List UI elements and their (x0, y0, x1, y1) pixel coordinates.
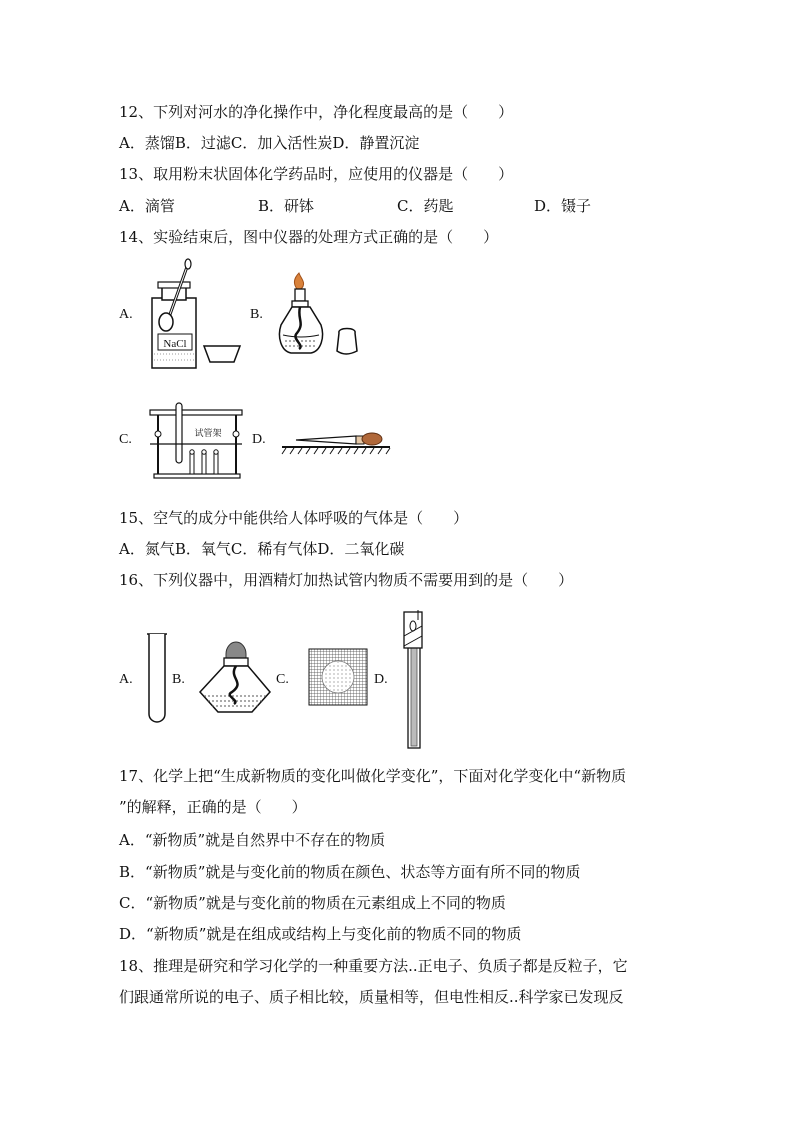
test-tube-illustration (145, 632, 169, 724)
q14-label-a: A. (119, 307, 133, 322)
q13-stem: 13、取用粉末状固体化学药品时，应使用的仪器是（ ） (119, 165, 514, 183)
q16-stem: 16、下列仪器中，用酒精灯加热试管内物质不需要用到的是（ ） (119, 571, 574, 589)
q18-stem-line1: 18、推理是研究和学习化学的一种重要方法..正电子、负质子都是反粒子，它 (119, 957, 628, 975)
q14-stem: 14、实验结束后，图中仪器的处理方式正确的是（ ） (119, 228, 499, 246)
q12-options: A．蒸馏B．过滤C．加入活性炭D．静置沉淀 (119, 134, 420, 152)
q16-label-a: A. (119, 672, 133, 687)
q16-label-b: B. (172, 672, 185, 687)
q16-label-d: D. (374, 672, 388, 687)
q13-option-b: B．研钵 (258, 197, 315, 215)
q17-option-d: D．“新物质”就是在组成或结构上与变化前的物质不同的物质 (119, 925, 522, 943)
q17-option-b: B．“新物质”就是与变化前的物质在颜色、状态等方面有所不同的物质 (119, 863, 581, 881)
q13-option-d: D．镊子 (534, 197, 592, 215)
q17-option-a: A．“新物质”就是自然界中不存在的物质 (119, 831, 386, 849)
q15-stem: 15、空气的成分中能供给人体呼吸的气体是（ ） (119, 509, 469, 527)
alcohol-lamp-illustration (275, 275, 370, 365)
q12-stem: 12、下列对河水的净化操作中，净化程度最高的是（ ） (119, 103, 514, 121)
q14-label-c: C. (119, 432, 132, 447)
q18-stem-line2: 们跟通常所说的电子、质子相比较，质量相等，但电性相反..科学家已发现反 (119, 988, 624, 1006)
dropper-on-table-illustration (282, 428, 392, 458)
q16-label-c: C. (276, 672, 289, 687)
q13-option-a: A．滴管 (119, 197, 175, 215)
reagent-bottle-illustration (148, 258, 248, 373)
q14-label-d: D. (252, 432, 266, 447)
bottle-label: NaCl (163, 338, 187, 350)
q17-option-c: C．“新物质”就是与变化前的物质在元素组成上不同的物质 (119, 894, 506, 912)
q15-options: A．氮气B．氧气C．稀有气体D．二氧化碳 (119, 540, 405, 558)
capped-alcohol-lamp-illustration (196, 638, 274, 718)
test-tube-holder-illustration (396, 608, 432, 750)
q14-label-b: B. (250, 307, 263, 322)
q17-stem-line2: ”的解释，正确的是（ ） (119, 798, 307, 816)
rack-label: 试管架 (194, 429, 222, 439)
test-tube-rack-illustration (148, 400, 248, 480)
q13-option-c: C．药匙 (397, 197, 454, 215)
wire-gauze-illustration (308, 648, 368, 706)
q17-stem-line1: 17、化学上把“生成新物质的变化叫做化学变化”，下面对化学变化中“新物质 (119, 767, 627, 785)
